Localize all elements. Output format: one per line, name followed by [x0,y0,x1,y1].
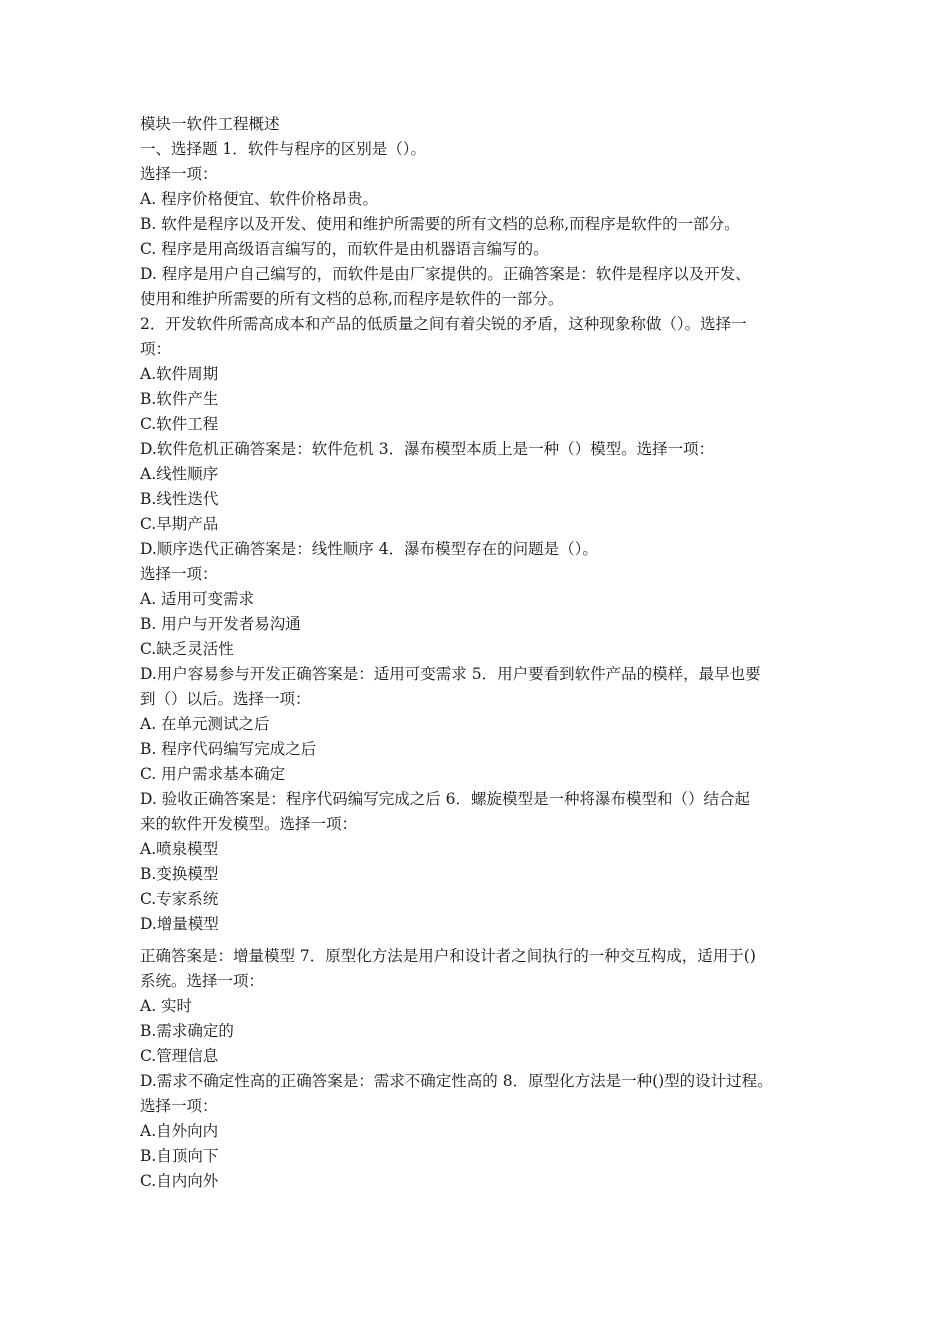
select-one-prompt: 选择一项： [140,1097,218,1115]
option-d-with-answer: D.用户容易参与开发正确答案是：适用可变需求 5．用户要看到软件产品的模样，最早也要 [140,665,761,683]
option-d-with-answer: D. 程序是用户自己编写的，而软件是由厂家提供的。正确答案是：软件是程序以及开发、 [140,265,751,283]
option-a: A. 实时 [140,997,193,1015]
option-a: A.线性顺序 [140,465,219,483]
question-1-text: 一、选择题 1．软件与程序的区别是（）。 [140,140,427,158]
answer-and-question-7: 正确答案是：增量模型 7．原型化方法是用户和设计者之间执行的一种交互构成，适用于() [140,947,756,965]
option-a: A. 程序价格便宜、软件价格昂贵。 [140,190,379,208]
option-a: A.喷泉模型 [140,840,219,858]
option-c: C.管理信息 [140,1047,219,1065]
option-c: C. 程序是用高级语言编写的，而软件是由机器语言编写的。 [140,240,549,258]
question-2-text: 2．开发软件所需高成本和产品的低质量之间有着尖锐的矛盾，这种现象称做（）。选择一 [140,315,747,333]
option-b: B.需求确定的 [140,1022,234,1040]
option-b: B.软件产生 [140,390,219,408]
option-c: C.早期产品 [140,515,219,533]
option-d-with-answer: D.软件危机正确答案是：软件危机 3．瀑布模型本质上是一种（）模型。选择一项： [140,440,715,458]
option-c: C.专家系统 [140,890,219,908]
document-body [140,112,820,1194]
option-c: C.软件工程 [140,415,219,433]
option-a: A.软件周期 [140,365,219,383]
option-b: B.自顶向下 [140,1147,219,1165]
option-b: B.线性迭代 [140,490,219,508]
question-5-continuation: 到（）以后。选择一项： [140,690,311,708]
option-b: B.变换模型 [140,865,219,883]
answer-continuation: 使用和维护所需要的所有文档的总称,而程序是软件的一部分。 [140,290,564,308]
option-a: A. 适用可变需求 [140,590,255,608]
option-d: D.增量模型 [140,915,219,933]
option-b: B. 程序代码编写完成之后 [140,740,317,758]
document-title: 模块一软件工程概述 [140,115,280,133]
select-one-prompt: 选择一项： [140,165,218,183]
question-2-continuation: 项： [140,340,172,358]
option-a: A. 在单元测试之后 [140,715,270,733]
option-d-with-answer: D.顺序迭代正确答案是：线性顺序 4．瀑布模型存在的问题是（）。 [140,540,598,558]
option-c: C.自内向外 [140,1172,219,1190]
question-7-continuation: 系统。选择一项： [140,972,265,990]
select-one-prompt: 选择一项： [140,565,218,583]
option-d-with-answer: D. 验收正确答案是：程序代码编写完成之后 6．螺旋模型是一种将瀑布模型和（）结合起 [140,790,751,808]
question-6-continuation: 来的软件开发模型。选择一项： [140,815,358,833]
option-c: C.缺乏灵活性 [140,640,234,658]
option-b: B. 软件是程序以及开发、使用和维护所需要的所有文档的总称,而程序是软件的一部分。 [140,215,740,233]
option-b: B. 用户与开发者易沟通 [140,615,301,633]
option-c: C. 用户需求基本确定 [140,765,286,783]
option-a: A.自外向内 [140,1122,219,1140]
option-d-with-answer: D.需求不确定性高的正确答案是：需求不确定性高的 8．原型化方法是一种()型的设计过程。 [140,1072,773,1090]
